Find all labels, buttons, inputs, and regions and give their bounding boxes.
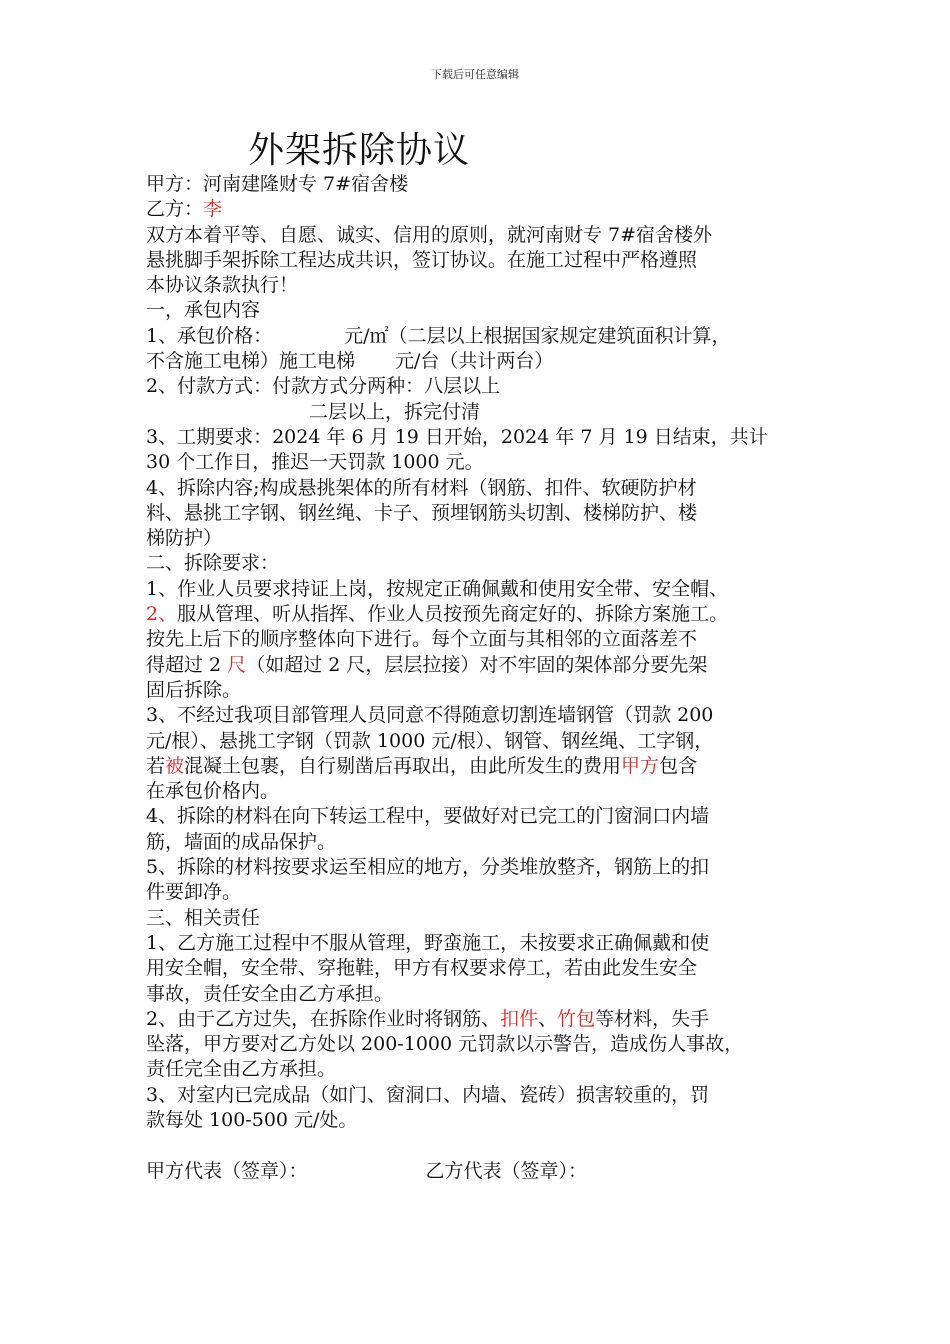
resp1-line: 1、乙方施工过程中不服从管理，野蛮施工，未按要求正确佩戴和使: [146, 931, 710, 954]
req4-line: 4、拆除的材料在向下转运工程中，要做好对已完工的门窗洞口内墙: [146, 805, 710, 828]
req3-highlight: 甲方: [621, 754, 660, 777]
resp2-highlight: 扣件: [500, 1007, 539, 1030]
resp2-line: [146, 1007, 810, 1032]
schedule-line-2: 30 个工作日，推迟一天罚款 1000 元。: [146, 451, 484, 474]
req3-highlight: 被: [165, 754, 185, 777]
req3-text: 包含: [659, 754, 698, 777]
elevator-label: 不含施工电梯）施工电梯: [146, 350, 356, 373]
req4-line-2: 筋，墙面的成品保护。: [146, 830, 337, 853]
req3-line-3: [146, 754, 810, 779]
req3-text: 若: [146, 754, 166, 777]
party-a-line: [146, 172, 810, 197]
payment-line: 2、付款方式：付款方式分两种：八层以上: [146, 375, 501, 398]
req2-line: [146, 602, 810, 627]
party-b-label: 乙方：: [146, 198, 204, 221]
scope-line-2: 料、悬挑工字钢、钢丝绳、卡子、预埋钢筋头切割、楼梯防护、楼: [146, 501, 698, 524]
req3-line-4: 在承包价格内。: [146, 780, 280, 803]
section1-heading: 一，承包内容: [146, 299, 261, 322]
document-body: [146, 172, 810, 1184]
resp2-text: 、: [538, 1007, 558, 1030]
price-label: 1、承包价格：: [146, 324, 273, 347]
resp3-line-2: 款每处 100-500 元/处。: [146, 1108, 358, 1131]
resp2-text: 等材料，失手: [595, 1007, 710, 1030]
spacer: [146, 1133, 810, 1158]
party-a-signature: 甲方代表（签章）：: [146, 1159, 308, 1182]
payment-line-2: 二层以上，拆完付清: [309, 400, 481, 423]
req3-line-2: 元/根）、悬挑工字钢（罚款 1000 元/根）、钢管、钢丝绳、工字钢，: [146, 729, 714, 752]
scope-line: 4、拆除内容;构成悬挑架体的所有材料（钢筋、扣件、软硬防护材: [146, 476, 697, 499]
intro-line: 悬挑脚手架拆除工程达成共识，签订协议。在施工过程中严格遵照: [146, 248, 698, 271]
req3-text: 混凝土包裹，自行剔凿后再取出，由此所发生的费用: [184, 754, 622, 777]
resp3-line: 3、对室内已完成品（如门、窗洞口、内墙、瓷砖）损害较重的，罚: [146, 1083, 710, 1106]
price-line: [146, 324, 810, 349]
req5-line-2: 件要卸净。: [146, 881, 242, 904]
resp2-line-2: 坠落，甲方要对乙方处以 200-1000 元罚款以示警告，造成伤人事故，: [146, 1033, 744, 1056]
section3-heading: 三、相关责任: [146, 906, 261, 929]
req2-highlight: 尺: [227, 653, 247, 676]
schedule-line: 3、工期要求：2024 年 6 月 19 日开始，2024 年 7 月 19 日结束，共计: [146, 425, 768, 448]
req2-text: （如超过 2 尺，层层拉接）对不牢固的架体部分要先架: [246, 653, 708, 676]
req2-text: 服从管理、听从指挥、作业人员按预先商定好的、拆除方案施工。: [177, 603, 729, 626]
req2-number: 2、: [146, 603, 178, 626]
req3-line: 3、不经过我项目部管理人员同意不得随意切割连墙钢管（罚款 200: [146, 704, 714, 727]
party-b-signature: 乙方代表（签章）：: [425, 1159, 588, 1182]
resp2-line-3: 责任完全由乙方承担。: [146, 1058, 337, 1081]
req1-line: 1、作业人员要求持证上岗，按规定正确佩戴和使用安全带、安全帽、: [146, 577, 729, 600]
resp2-text: 2、由于乙方过失，在拆除作业时将钢筋、: [146, 1007, 501, 1030]
elevator-unit: 元/台（共计两台）: [395, 350, 554, 373]
resp2-highlight: 竹包: [557, 1007, 596, 1030]
resp1-line-2: 用安全帽，安全带、穿拖鞋，甲方有权要求停工，若由此发生安全: [146, 957, 698, 980]
intro-line: 本协议条款执行！: [146, 274, 299, 297]
party-b-value: 李: [203, 198, 223, 221]
party-b-line: [146, 197, 810, 222]
resp1-line-3: 事故，责任安全由乙方承担。: [146, 982, 394, 1005]
intro-line: 双方本着平等、自愿、诚实、信用的原则，就河南财专 7#宿舍楼外: [146, 223, 713, 246]
header-note: 下载后可任意编辑: [431, 68, 519, 81]
req5-line: 5、拆除的材料按要求运至相应的地方，分类堆放整齐，钢筋上的扣: [146, 856, 710, 879]
req2-line-3: [146, 653, 810, 678]
signature-row: [146, 1159, 810, 1184]
req2-line-2: 按先上后下的顺序整体向下进行。每个立面与其相邻的立面落差不: [146, 628, 698, 651]
req2-line-4: 固后拆除。: [146, 678, 242, 701]
section2-heading: 二、拆除要求：: [146, 552, 280, 575]
req2-text: 得超过 2: [146, 653, 228, 676]
party-a-label: 甲方：: [146, 173, 204, 195]
scope-line-3: 梯防护）: [146, 527, 223, 550]
party-a-value: 河南建隆财专 7#宿舍楼: [203, 173, 409, 195]
document-title: 外架拆除协议: [248, 130, 471, 171]
price-unit: 元/㎡（二层以上根据国家规定建筑面积计算，: [344, 324, 731, 347]
elevator-line: [146, 349, 810, 374]
